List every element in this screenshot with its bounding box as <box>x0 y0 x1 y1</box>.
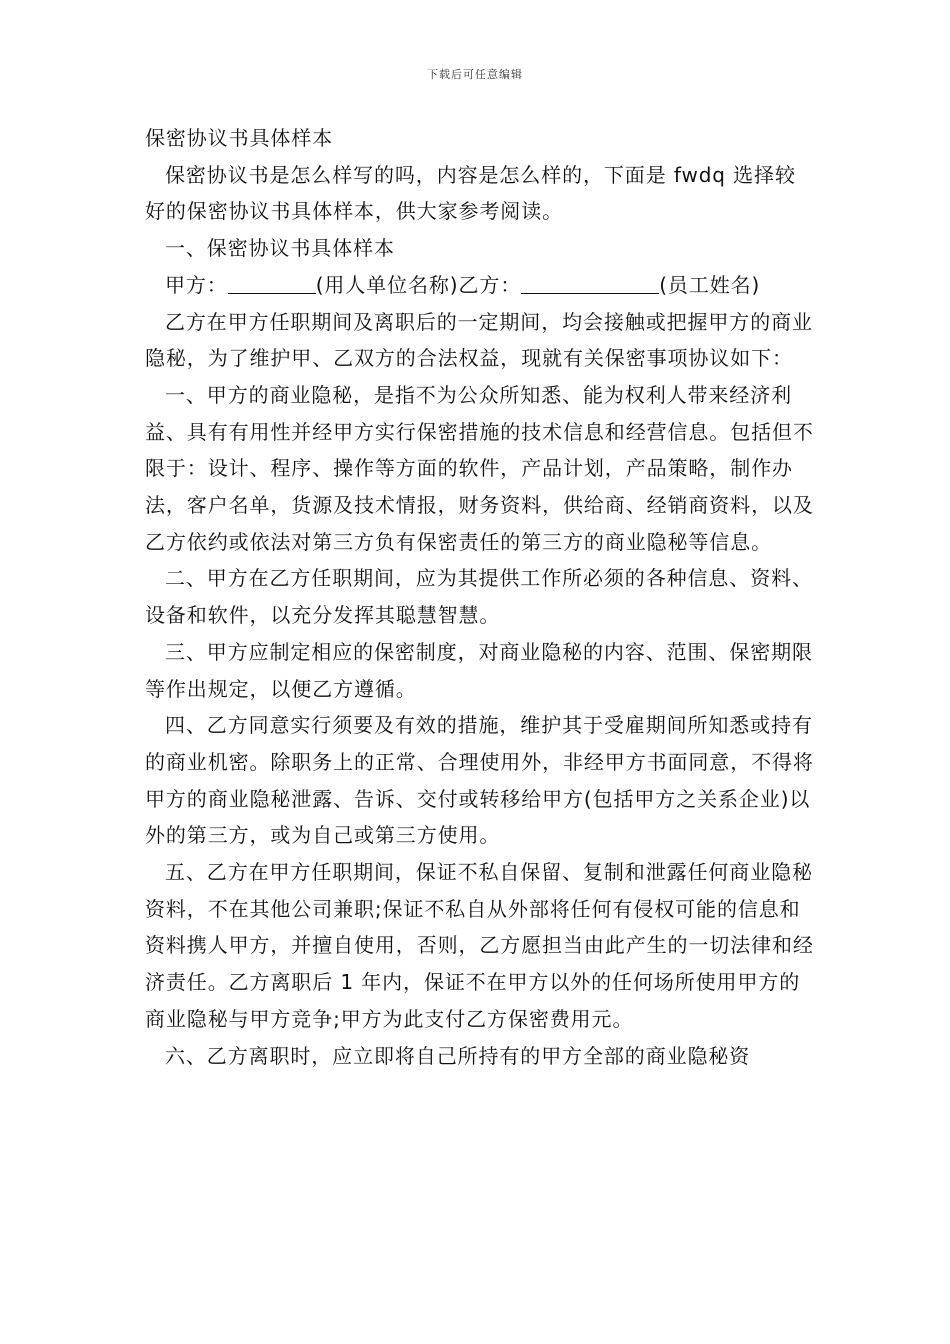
document-body <box>145 120 815 1074</box>
clause-paragraph: 五、乙方在甲方任职期间，保证不私自保留、复制和泄露任何商业隐秘资料，不在其他公司兼职;保证不私自从外部将任何有侵权可能的信息和资料携人甲方，并擅自使用，否则，乙方愿担当由此产生的一切法律和经济责任。乙方离职后 1 年内，保证不在甲方以外的任何场所使用甲方的商业隐秘与甲方竞争;甲方为此支付乙方保密费用元。 <box>145 860 814 1031</box>
document-title: 保密协议书具体样本 <box>145 126 334 150</box>
intro-paragraph: 保密协议书是怎么样写的吗，内容是怎么样的，下面是 fwdq 选择较好的保密协议书具体样本，供大家参考阅读。 <box>145 162 796 224</box>
clause-paragraph: 一、甲方的商业隐秘，是指不为公众所知悉、能为权利人带来经济利益、具有有用性并经甲方实行保密措施的技术信息和经营信息。包括但不限于：设计、程序、操作等方面的软件，产品计划，产品策略，制作办法，客户名单，货源及技术情报，财务资料，供给商、经销商资料，以及乙方依约或依法对第三方负有保密责任的第三方的商业隐秘等信息。 <box>145 382 814 554</box>
section-heading: 一、保密协议书具体样本 <box>165 236 395 261</box>
party-a-hint: (用人单位名称) <box>315 272 459 297</box>
party-a-blank <box>228 273 316 294</box>
clause-paragraph: 三、甲方应制定相应的保密制度，对商业隐秘的内容、范围、保密期限等作出规定，以便乙方遵循。 <box>145 639 813 701</box>
header-note: 下载后可任意编辑 <box>427 68 523 81</box>
party-a-label: 甲方： <box>165 272 228 297</box>
clause-paragraph: 二、甲方在乙方任职期间，应为其提供工作所必须的各种信息、资料、设备和软件，以充分发挥其聪慧智慧。 <box>145 566 813 628</box>
preamble-paragraph: 乙方在甲方任职期间及离职后的一定期间，均会接触或把握甲方的商业隐秘，为了维护甲、乙双方的合法权益，现就有关保密事项协议如下： <box>145 309 813 371</box>
party-b-label: 乙方： <box>458 272 522 297</box>
clause-paragraph: 四、乙方同意实行须要及有效的措施，维护其于受雇期间所知悉或持有的商业机密。除职务上的正常、合理使用外，非经甲方书面同意，不得将甲方的商业隐秘泄露、告诉、交付或转移给甲方(包括甲方之关系企业)以外的第三方，或为自己或第三方使用。 <box>145 713 814 848</box>
parties-line <box>145 267 815 304</box>
party-b-hint: (员工姓名) <box>659 272 761 297</box>
party-b-blank <box>521 273 659 294</box>
clause-paragraph: 六、乙方离职时，应立即将自己所持有的甲方全部的商业隐秘资 <box>165 1043 751 1068</box>
